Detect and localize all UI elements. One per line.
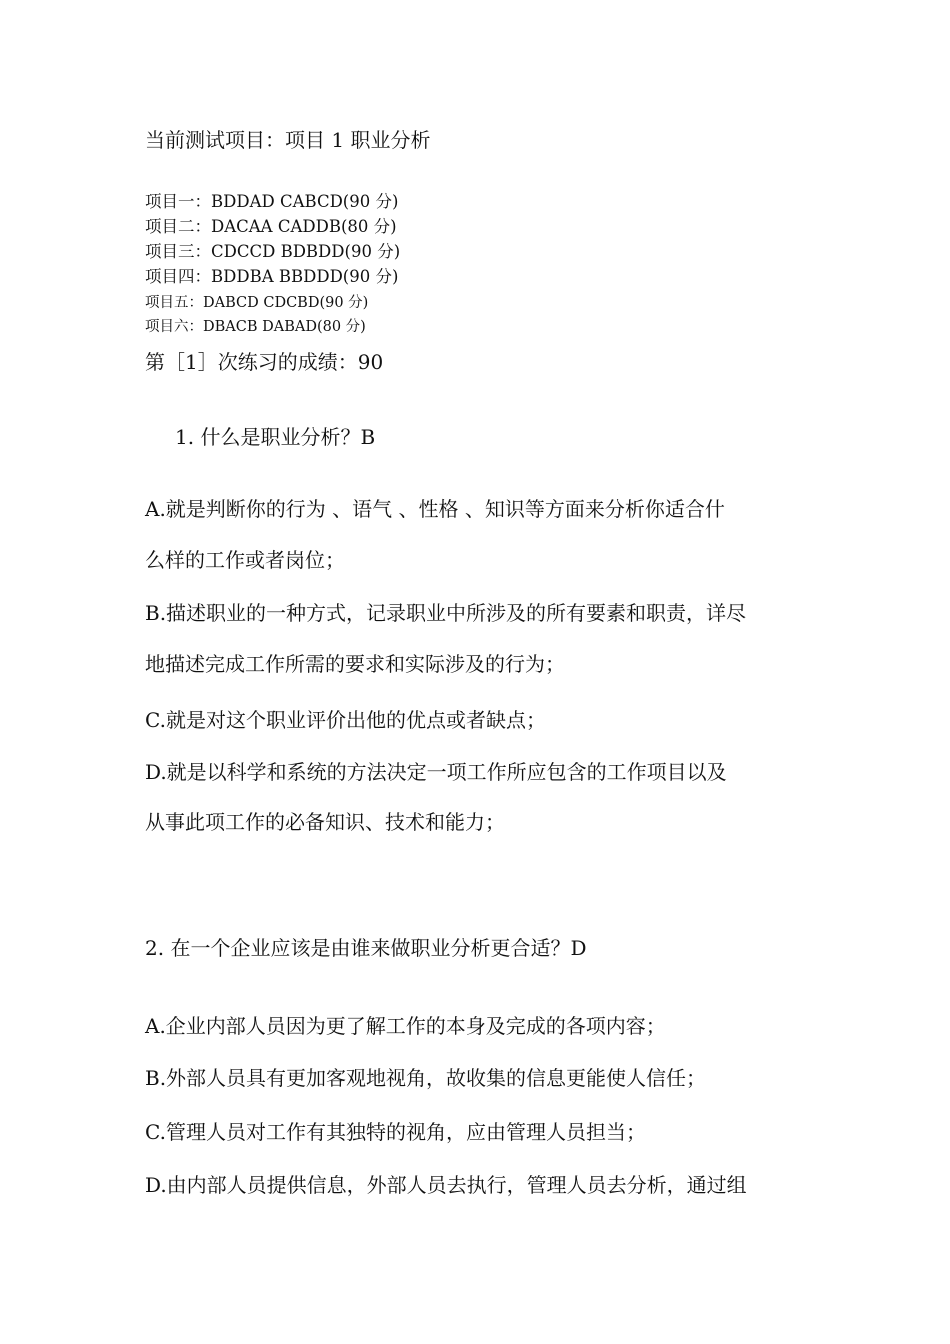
summary-line-1: 项目一：BDDAD CABCD(90 分) (145, 192, 399, 211)
question-2-option-a: A.企业内部人员因为更了解工作的本身及完成的各项内容； (145, 1014, 666, 1038)
question-2-option-b: B.外部人员具有更加客观地视角，故收集的信息更能使人信任； (145, 1066, 707, 1090)
summary-line-5: 项目五：DABCD CDCBD(90 分) (145, 295, 369, 311)
question-1-option-b-line-2: 地描述完成工作所需的要求和实际涉及的行为； (145, 652, 565, 676)
question-1-option-d-line-1: D.就是以科学和系统的方法决定一项工作所应包含的工作项目以及 (145, 760, 727, 784)
question-1-option-a-line-2: 么样的工作或者岗位； (145, 548, 345, 572)
summary-line-2: 项目二：DACAA CADDB(80 分) (145, 217, 397, 236)
summary-line-4: 项目四：BDDBA BBDDD(90 分) (145, 267, 399, 286)
question-1-option-b-line-1: B.描述职业的一种方式，记录职业中所涉及的所有要素和职责，详尽 (145, 601, 747, 625)
summary-line-3: 项目三：CDCCD BDBDD(90 分) (145, 242, 401, 261)
question-2-option-d: D.由内部人员提供信息，外部人员去执行，管理人员去分析，通过组 (145, 1173, 747, 1197)
question-1-option-c: C.就是对这个职业评价出他的优点或者缺点； (145, 708, 546, 732)
question-1: 1. 什么是职业分析？B (175, 425, 376, 449)
question-1-option-d-line-2: 从事此项工作的必备知识、技术和能力； (145, 810, 505, 834)
page-title: 当前测试项目：项目 1 职业分析 (145, 128, 431, 152)
question-2: 2. 在一个企业应该是由谁来做职业分析更合适？D (145, 936, 587, 960)
score-text: 第［1］次练习的成绩：90 (145, 350, 384, 374)
question-2-option-c: C.管理人员对工作有其独特的视角，应由管理人员担当； (145, 1120, 646, 1144)
summary-line-6: 项目六：DBACB DABAD(80 分) (145, 319, 366, 335)
question-1-option-a-line-1: A.就是判断你的行为 、语气 、性格 、知识等方面来分析你适合什 (145, 497, 725, 521)
